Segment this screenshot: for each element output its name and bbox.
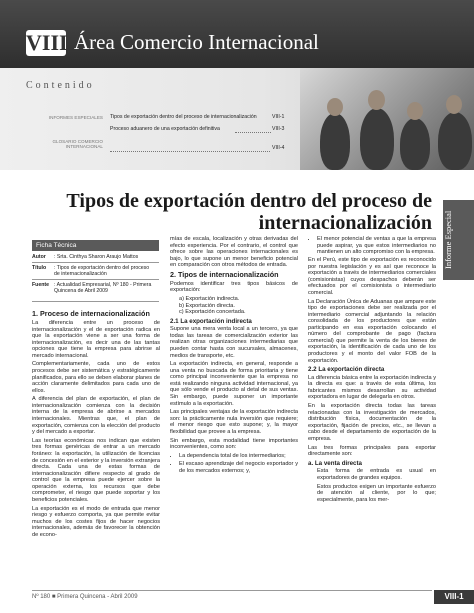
ficha-key: Título: [32, 265, 47, 271]
paragraph: A diferencia del plan de exportación, el plan de internacionalización comienza con la decisión interna de la empresa de abrirse a mercados internacionales. Mientras que, el plan de exportación, comienza con la elección del producto y del mercado a exportar.: [32, 396, 160, 436]
bullet-list: [308, 236, 436, 256]
ficha-divider: [32, 279, 159, 280]
contents-item[interactable]: Proceso aduanero de una exportación definitiva: [110, 126, 220, 132]
paragraph: En el Perú, este tipo de exportación es reconocido por nuestra legislación y es así que reconoce la exportación a través de intermediarios comerciales (comisionistas) cuyos despachos deberán ser efectuados por el comisionista o intermediario comercial.: [308, 257, 436, 296]
paragraph: mías de escala, localización y otras derivadas del efecto experiencia. Por el contrario, el control que ofrece sobre las operaciones internacionales es bajo, lo que supone un menor beneficio potencial en comparación con otros métodos de entrada.: [170, 236, 298, 269]
page-number: VIII-1: [434, 590, 474, 604]
paragraph: Estos productos exigen un importante esfuerzo de atención al cliente, por lo que; especialmente, para los mer-: [317, 483, 436, 503]
paragraph: La exportación es el modo de entrada que menor riesgo y esfuerzo comporta, ya que permite evitar muchos de los costes fijos de hacer negocios internacionales, además de favorecer la obtención de econo-: [32, 505, 160, 538]
bullet-item: • El escaso aprendizaje del negocio exportador y de los mercados externos; y,: [179, 461, 298, 474]
contents-label: Contenido: [26, 80, 95, 91]
subsection-heading: 2.2 La exportación directa: [308, 366, 385, 374]
contents-page: VIII-4: [272, 145, 285, 151]
paragraph: Las teorías económicas nos indican que existen tres formas genéricas de entrar a un mercado foráneo: la exportación, la utilización de licencias de concesión en el exterior y la inversión extranjera directa. Cada una de estas formas de internacionalización difiere respecto al grado de control que la empresa puede ejercer sobre la operación externa, los recursos que debe comprometer, el riesgo que puede soportar y los beneficios potenciales.: [32, 437, 160, 503]
bullet-item: • La dependencia total de los intermediarios;: [179, 453, 298, 460]
footer-divider: [32, 590, 432, 591]
contents-page: VIII-1: [272, 114, 285, 120]
ficha-key: Fuente: [32, 282, 50, 288]
paragraph: Las tres formas principales para exportar directamente son:: [308, 444, 436, 458]
paragraph: Las principales ventajas de la exportación indirecta son: la prácticamente nula inversión que requiere; el menor riesgo que esto supone; y, la mayor flexibilidad que provee a la empresa.: [170, 409, 298, 435]
list-item: c) Exportación concertada.: [179, 309, 246, 316]
bullet-item: • El menor potencial de ventas a que la empresa puede aspirar, ya que estos intermediarios no mantienen un alto compromiso con la empresa.: [317, 236, 436, 256]
section-title: Área Comercio Internacional: [74, 30, 319, 54]
section-mark: VIII: [26, 30, 68, 55]
ficha-value: : Actualidad Empresarial, Nº 180 - Primera Quincena de Abril 2009: [54, 282, 152, 295]
subsection-heading: a. La venta directa: [308, 459, 362, 467]
ficha-row: [32, 282, 159, 294]
column-2: [170, 236, 298, 476]
paragraph: Sin embargo, esta modalidad tiene importantes inconvenientes, como son:: [170, 437, 298, 451]
column-3: [308, 236, 436, 506]
paragraph: Supone una mera venta local a un tercero, ya que todas las tareas de comercialización exterior las realizan otras organizaciones intermediarias que pueden contar hasta con sucursales, almacenes, medios de transporte, etc.: [170, 326, 298, 359]
article-title-line: internacionalización: [258, 212, 432, 234]
list-item: b) Exportación directa.: [179, 302, 235, 309]
article-title: [52, 190, 432, 234]
paragraph: La diferencia entre un proceso de internacionalización y el de exportación radica en que la exportación viene a ser una forma de internacionalización, es decir una de las tantas opciones que tiene la empresa para abrirse al mercado internacional.: [32, 320, 160, 359]
ficha-row: [32, 265, 159, 277]
contents-category: INFORMES ESPECIALES: [48, 115, 103, 120]
paragraph: La diferencia básica entre la exportación indirecta y la directa es que: a través de esta última, los fabricantes mismos desarrollan su actividad exportadora en lugar de delegarla en otros.: [308, 374, 436, 401]
contents-page: VIII-3: [272, 126, 285, 132]
side-tab-label: Informe Especial: [443, 210, 453, 270]
paragraph: La exportación indirecta, en general, responde a una venta no buscada de forma prioritaria y tiene como principal inconveniente que la empresa no está realizando ninguna actividad internacional, ya que sólo vende el producto al detal de sus ventas. Sin embargo, puede suponer un importante estímulo a la exportación.: [170, 361, 298, 407]
article-title-line: Tipos de exportación dentro del proceso de: [66, 190, 432, 212]
bullet-list: [170, 453, 298, 474]
paragraph: La Declaración Única de Aduanas que ampare este tipo de exportaciones debe ser realizada por el intermediario comercial adjuntando la relación consolidada de los productores que están participando en esa exportación colocando el número del comprobante de pago (factura comercial) que permite la venta de los bienes de exportación, la identificación de cada uno de los productores y el monto del valor FOB de la exportación.: [308, 298, 436, 364]
paragraph: Esta forma de entrada es usual en exportadores de grandes equipos.: [317, 468, 436, 481]
ficha-heading: Ficha Técnica: [32, 240, 159, 251]
ficha-key: Autor: [32, 254, 46, 260]
ficha-value: : Srta. Cinthya Sharon Araujo Mattos: [54, 254, 139, 260]
ficha-row: [32, 254, 159, 260]
footer-issue: Nº 180 ■ Primera Quincena - Abril 2009: [32, 594, 138, 600]
ficha-value: : Tipos de exportación dentro del proceso de internacionalización: [54, 265, 150, 278]
column-1: [32, 308, 160, 540]
contents-leader: [110, 151, 270, 152]
ficha-divider: [32, 301, 159, 302]
ficha-divider: [32, 262, 159, 263]
subsection-heading: 2.1 La exportación indirecta: [170, 317, 252, 325]
paragraph: Podemos identificar tres tipos básicos de exportación:: [170, 280, 298, 294]
paragraph: En la exportación directa todas las tareas relacionadas con la investigación de mercados, distribución física, documentación de la exportación, fijación de precios, etc., se llevan a cabo desde el departamento de exportación de la empresa.: [308, 403, 436, 442]
contents-leader: [235, 132, 271, 133]
contents-category: GLOSARIO COMERCIO INTERNACIONAL: [52, 139, 103, 149]
section-heading: 1. Proceso de internacionalización: [32, 309, 150, 318]
paragraph: Complementariamente, cada uno de estos procesos debe ser sistemática y estratégicamente planificados, para ello se deben elaborar planes de acción claramente delimitados para cada uno de ellos.: [32, 361, 160, 394]
contents-item[interactable]: Tipos de exportación dentro del proceso de internacionalización: [110, 114, 257, 120]
list-item: a) Exportación indirecta.: [179, 296, 240, 303]
section-heading: 2. Tipos de internacionalización: [170, 269, 279, 279]
business-people-photo: [300, 68, 474, 170]
